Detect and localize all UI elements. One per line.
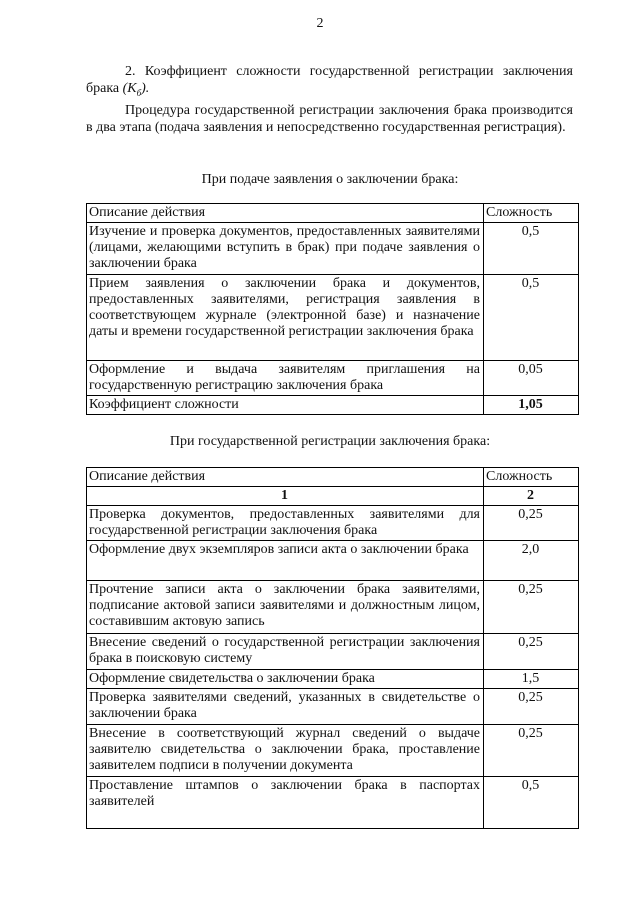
- row-description: Изучение и проверка документов, предоставленных заявителями (лицами, желающими вступить в брак) при подаче заявления о заключении брака: [87, 223, 484, 275]
- table-row: [87, 777, 579, 829]
- row-description: Внесение в соответствующий журнал сведений о выдаче заявителю свидетельства о заключении брака, проставление заявителем подписи в получении документа: [87, 725, 484, 777]
- row-value: 0,5: [484, 777, 579, 829]
- table-row: [87, 689, 579, 725]
- table-application: [86, 203, 579, 415]
- table-row: [87, 725, 579, 777]
- table-header-row: [87, 468, 579, 487]
- header-complexity: Сложность: [484, 468, 579, 487]
- row-description: Проставление штампов о заключении брака в паспортах заявителей: [87, 777, 484, 829]
- row-value: 0,25: [484, 689, 579, 725]
- row-description: Оформление двух экземпляров записи акта о заключении брака: [87, 541, 484, 581]
- section-title-text: 2. Коэффициент сложности государственной регистрации заключения брака: [86, 64, 573, 96]
- column-number-2: 2: [484, 487, 579, 506]
- header-complexity: Сложность: [484, 204, 579, 223]
- row-description: Проверка документов, предоставленных заявителями для государственной регистрации заключения брака: [87, 506, 484, 541]
- column-number-1: 1: [87, 487, 484, 506]
- table2-caption: При государственной регистрации заключения брака:: [169, 434, 491, 449]
- table-header-row: [87, 204, 579, 223]
- coefficient-symbol: $(К_б)$.: [122, 81, 150, 98]
- table-row: [87, 634, 579, 670]
- total-value: 1,05: [484, 396, 579, 415]
- row-value: 0,25: [484, 634, 579, 670]
- procedure-paragraph: Процедура государственной регистрации заключения брака производится в два этапа (подача заявления и непосредственно государственная регистрация).: [86, 103, 573, 135]
- row-value: 0,5: [484, 223, 579, 275]
- total-label: Коэффициент сложности: [87, 396, 484, 415]
- table-row: [87, 670, 579, 689]
- table-row: [87, 506, 579, 541]
- row-value: 0,5: [484, 275, 579, 361]
- numbering-row: [87, 487, 579, 506]
- total-row: [87, 396, 579, 415]
- table-row: [87, 361, 579, 396]
- table-row: [87, 223, 579, 275]
- row-value: 0,25: [484, 725, 579, 777]
- header-description: Описание действия: [87, 468, 484, 487]
- row-description: Прием заявления о заключении брака и документов, предоставленных заявителями, регистрация заявления в соответствующем журнале (электронной базе) и назначение даты и времени государственной регистрации заключения брака: [87, 275, 484, 361]
- row-description: Проверка заявителями сведений, указанных в свидетельстве о заключении брака: [87, 689, 484, 725]
- row-value: 0,05: [484, 361, 579, 396]
- row-value: 0,25: [484, 506, 579, 541]
- table-registration: [86, 467, 579, 829]
- table1-caption: При подаче заявления о заключении брака:: [201, 172, 459, 187]
- table-row: [87, 275, 579, 361]
- row-value: 1,5: [484, 670, 579, 689]
- table-row: [87, 541, 579, 581]
- row-description: Внесение сведений о государственной регистрации заключения брака в поисковую систему: [87, 634, 484, 670]
- row-description: Оформление и выдача заявителям приглашения на государственную регистрацию заключения брака: [87, 361, 484, 396]
- section-title: [86, 63, 573, 102]
- table-row: [87, 581, 579, 634]
- row-value: 2,0: [484, 541, 579, 581]
- row-value: 0,25: [484, 581, 579, 634]
- page-number: 2: [316, 16, 324, 31]
- row-description: Оформление свидетельства о заключении брака: [87, 670, 484, 689]
- header-description: Описание действия: [87, 204, 484, 223]
- row-description: Прочтение записи акта о заключении брака заявителями, подписание актовой записи заявителями и должностным лицом, составившим актовую запись: [87, 581, 484, 634]
